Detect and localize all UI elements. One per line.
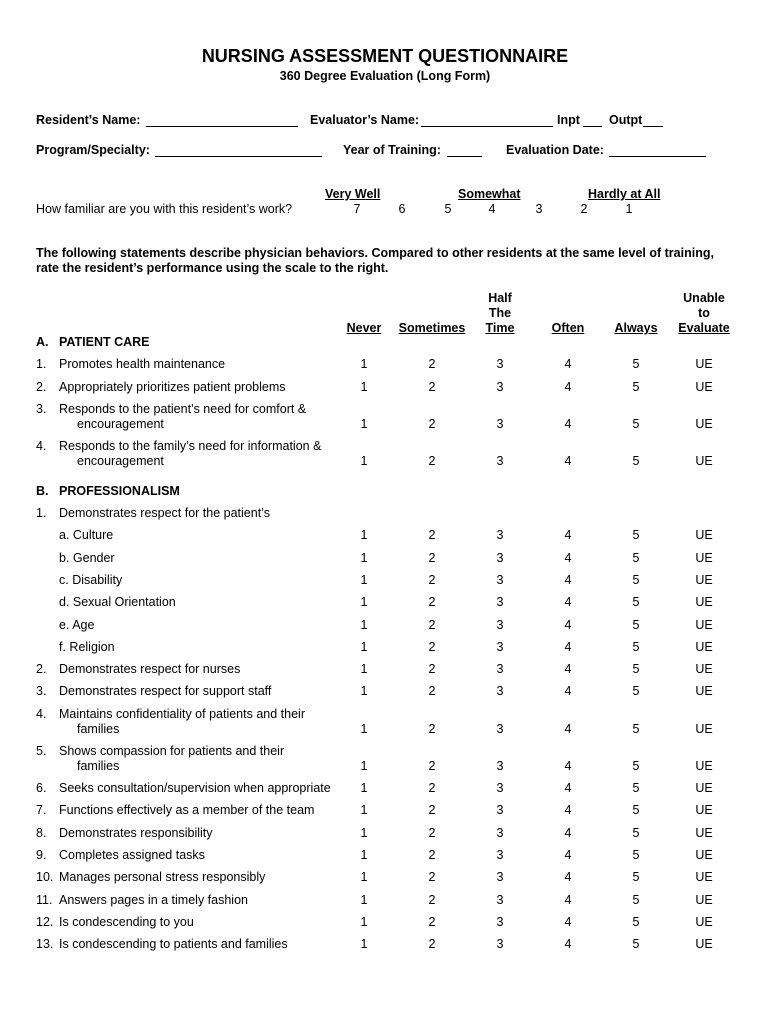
subitem-text: a. Culture <box>59 528 114 542</box>
eval-date-label: Evaluation Date: <box>506 143 604 157</box>
rating-option[interactable]: 1 <box>360 803 368 817</box>
rating-option[interactable]: 3 <box>496 618 504 632</box>
rating-option[interactable]: 2 <box>428 380 436 394</box>
rating-option[interactable]: UE <box>695 551 713 565</box>
rating-option[interactable]: 3 <box>496 722 504 736</box>
col-half-line1: Half <box>488 291 512 305</box>
rating-option[interactable]: 1 <box>360 870 368 884</box>
col-never: Never <box>346 321 382 335</box>
rating-option[interactable]: UE <box>695 573 713 587</box>
item-text: Functions effectively as a member of the team <box>59 803 315 817</box>
item-number: 4. <box>36 439 47 453</box>
subitem-text: f. Religion <box>59 640 115 654</box>
item-text: Is condescending to patients and families <box>59 937 288 951</box>
rating-option[interactable]: 3 <box>496 357 504 371</box>
rating-option[interactable]: 3 <box>496 848 504 862</box>
rating-option[interactable]: 5 <box>632 826 640 840</box>
rating-option[interactable]: 4 <box>564 826 572 840</box>
item-number: 1. <box>36 506 47 520</box>
rating-option[interactable]: 2 <box>428 551 436 565</box>
item-text: Manages personal stress responsibly <box>59 870 266 884</box>
resident-name-field[interactable] <box>146 126 298 127</box>
item-number: 3. <box>36 402 47 416</box>
item-text: Demonstrates responsibility <box>59 826 213 840</box>
subitem-text: d. Sexual Orientation <box>59 595 176 609</box>
rating-option[interactable]: 1 <box>360 595 368 609</box>
item-number: 4. <box>36 707 47 721</box>
rating-option[interactable]: 5 <box>632 781 640 795</box>
col-half-line3: Time <box>485 321 515 335</box>
rating-option[interactable]: UE <box>695 893 713 907</box>
rating-option[interactable]: 2 <box>428 848 436 862</box>
very-well-header: Very Well <box>325 187 381 201</box>
rating-option[interactable]: 1 <box>360 454 368 468</box>
eval-date-field[interactable] <box>609 156 706 157</box>
year-field[interactable] <box>447 156 482 157</box>
rating-option[interactable]: 4 <box>564 618 572 632</box>
rating-option[interactable]: UE <box>695 915 713 929</box>
section-b-letter: B. <box>36 484 49 498</box>
hardly-header: Hardly at All <box>588 187 661 201</box>
section-b-title: PROFESSIONALISM <box>59 484 180 498</box>
rating-option[interactable]: 5 <box>632 803 640 817</box>
familiarity-option-1[interactable]: 1 <box>625 202 633 216</box>
rating-option[interactable]: UE <box>695 528 713 542</box>
rating-option[interactable]: 4 <box>564 454 572 468</box>
rating-option[interactable]: 5 <box>632 380 640 394</box>
rating-option[interactable]: 2 <box>428 826 436 840</box>
item-text: Responds to the patient’s need for comfort & <box>59 402 307 416</box>
rating-option[interactable]: 5 <box>632 595 640 609</box>
page-title: NURSING ASSESSMENT QUESTIONNAIRE <box>201 46 569 66</box>
rating-option[interactable]: 5 <box>632 848 640 862</box>
rating-option[interactable]: 1 <box>360 551 368 565</box>
outpt-label: Outpt <box>609 113 643 127</box>
rating-option[interactable]: 4 <box>564 722 572 736</box>
evaluator-name-label: Evaluator’s Name: <box>310 113 420 127</box>
rating-option[interactable]: 1 <box>360 915 368 929</box>
rating-option[interactable]: UE <box>695 684 713 698</box>
section-a-title: PATIENT CARE <box>59 335 150 349</box>
rating-option[interactable]: 1 <box>360 357 368 371</box>
rating-option[interactable]: 3 <box>496 915 504 929</box>
rating-option[interactable]: 1 <box>360 826 368 840</box>
rating-option[interactable]: UE <box>695 595 713 609</box>
rating-option[interactable]: 1 <box>360 781 368 795</box>
year-label: Year of Training: <box>343 143 441 157</box>
familiarity-option-4[interactable]: 4 <box>488 202 496 216</box>
rating-option[interactable]: 1 <box>360 573 368 587</box>
rating-option[interactable]: 2 <box>428 781 436 795</box>
rating-option[interactable]: 1 <box>360 640 368 654</box>
item-number: 12. <box>36 915 54 929</box>
rating-option[interactable]: UE <box>695 722 713 736</box>
item-text-continued: encouragement <box>77 417 164 431</box>
rating-option[interactable]: 1 <box>360 848 368 862</box>
col-often: Often <box>551 321 585 335</box>
rating-option[interactable]: UE <box>695 803 713 817</box>
rating-option[interactable]: 4 <box>564 573 572 587</box>
col-unable-line3: Evaluate <box>678 321 730 335</box>
rating-option[interactable]: 1 <box>360 417 368 431</box>
rating-option[interactable]: UE <box>695 826 713 840</box>
rating-option[interactable]: 2 <box>428 759 436 773</box>
rating-option[interactable]: UE <box>695 937 713 951</box>
item-text: Seeks consultation/supervision when appropriate <box>59 781 331 795</box>
rating-option[interactable]: 5 <box>632 915 640 929</box>
familiarity-option-2[interactable]: 2 <box>580 202 588 216</box>
rating-option[interactable]: 3 <box>496 528 504 542</box>
rating-option[interactable]: 4 <box>564 380 572 394</box>
rating-option[interactable]: 3 <box>496 595 504 609</box>
rating-option[interactable]: 3 <box>496 662 504 676</box>
somewhat-header: Somewhat <box>458 187 521 201</box>
item-number: 7. <box>36 803 47 817</box>
section-a-letter: A. <box>36 335 49 349</box>
col-unable-line2: to <box>698 306 710 320</box>
rating-option[interactable]: 1 <box>360 937 368 951</box>
rating-option[interactable]: UE <box>695 848 713 862</box>
evaluator-name-field[interactable] <box>421 126 553 127</box>
instructions-paragraph: The following statements describe physician behaviors. Compared to other residents at the same level of training, rate the resident’s performance using the scale to the right. <box>36 246 714 275</box>
subitem-text: e. Age <box>59 618 95 632</box>
item-number: 2. <box>36 380 47 394</box>
rating-option[interactable]: 2 <box>428 937 436 951</box>
page-subtitle: 360 Degree Evaluation (Long Form) <box>279 69 491 83</box>
familiarity-option-6[interactable]: 6 <box>398 202 406 216</box>
resident-name-label: Resident’s Name: <box>36 113 141 127</box>
rating-option[interactable]: 3 <box>496 417 504 431</box>
rating-option[interactable]: 5 <box>632 870 640 884</box>
rating-option[interactable]: 4 <box>564 893 572 907</box>
rating-option[interactable]: 4 <box>564 662 572 676</box>
col-always: Always <box>614 321 658 335</box>
item-number: 8. <box>36 826 47 840</box>
rating-option[interactable]: 4 <box>564 915 572 929</box>
item-text: Responds to the family’s need for information & <box>59 439 322 453</box>
item-text: Shows compassion for patients and their <box>59 744 285 758</box>
rating-option[interactable]: 3 <box>496 551 504 565</box>
rating-option[interactable]: 3 <box>496 573 504 587</box>
rating-option[interactable]: 4 <box>564 803 572 817</box>
rating-option[interactable]: 3 <box>496 684 504 698</box>
rating-option[interactable]: 2 <box>428 870 436 884</box>
rating-option[interactable]: 4 <box>564 759 572 773</box>
rating-option[interactable]: 3 <box>496 826 504 840</box>
rating-option[interactable]: 4 <box>564 870 572 884</box>
item-number: 6. <box>36 781 47 795</box>
rating-option[interactable]: 5 <box>632 937 640 951</box>
rating-option[interactable]: UE <box>695 380 713 394</box>
subitem-text: c. Disability <box>59 573 123 587</box>
col-half-line2: The <box>488 306 512 320</box>
rating-option[interactable]: 3 <box>496 870 504 884</box>
rating-option[interactable]: 1 <box>360 528 368 542</box>
familiarity-option-5[interactable]: 5 <box>444 202 452 216</box>
rating-option[interactable]: 5 <box>632 893 640 907</box>
outpt-field[interactable] <box>643 126 663 127</box>
rating-option[interactable]: 5 <box>632 528 640 542</box>
rating-option[interactable]: 5 <box>632 662 640 676</box>
rating-option[interactable]: 4 <box>564 528 572 542</box>
rating-option[interactable]: 2 <box>428 595 436 609</box>
program-label: Program/Specialty: <box>36 143 150 157</box>
rating-option[interactable]: 3 <box>496 803 504 817</box>
item-text: Promotes health maintenance <box>59 357 226 371</box>
item-text-continued: encouragement <box>77 454 164 468</box>
rating-option[interactable]: UE <box>695 640 713 654</box>
item-number: 13. <box>36 937 54 951</box>
rating-option[interactable]: UE <box>695 662 713 676</box>
rating-option[interactable]: 3 <box>496 640 504 654</box>
item-text: Is condescending to you <box>59 915 194 929</box>
rating-option[interactable]: 5 <box>632 640 640 654</box>
rating-option[interactable]: 1 <box>360 618 368 632</box>
rating-option[interactable]: UE <box>695 417 713 431</box>
item-text: Demonstrates respect for the patient’s <box>59 506 270 520</box>
inpt-label: Inpt <box>557 113 580 127</box>
rating-option[interactable]: 2 <box>428 528 436 542</box>
rating-option[interactable]: 4 <box>564 551 572 565</box>
familiarity-option-7[interactable]: 7 <box>353 202 361 216</box>
rating-option[interactable]: 4 <box>564 595 572 609</box>
rating-option[interactable]: 5 <box>632 722 640 736</box>
rating-option[interactable]: 2 <box>428 357 436 371</box>
item-number: 9. <box>36 848 47 862</box>
rating-option[interactable]: 4 <box>564 937 572 951</box>
item-text: Demonstrates respect for support staff <box>59 684 272 698</box>
rating-option[interactable]: 1 <box>360 893 368 907</box>
rating-option[interactable]: 4 <box>564 417 572 431</box>
rating-option[interactable]: 1 <box>360 662 368 676</box>
rating-option[interactable]: 2 <box>428 573 436 587</box>
rating-option[interactable]: 3 <box>496 759 504 773</box>
item-number: 2. <box>36 662 47 676</box>
familiarity-question: How familiar are you with this resident’s work? <box>36 202 293 216</box>
rating-option[interactable]: 5 <box>632 357 640 371</box>
rating-option[interactable]: 3 <box>496 380 504 394</box>
program-field[interactable] <box>155 156 322 157</box>
rating-option[interactable]: 2 <box>428 684 436 698</box>
familiarity-option-3[interactable]: 3 <box>535 202 543 216</box>
rating-option[interactable]: 5 <box>632 551 640 565</box>
rating-option[interactable]: 2 <box>428 662 436 676</box>
rating-option[interactable]: 2 <box>428 803 436 817</box>
rating-option[interactable]: 5 <box>632 454 640 468</box>
item-text-continued: families <box>77 759 120 773</box>
rating-option[interactable]: 2 <box>428 640 436 654</box>
item-number: 1. <box>36 357 47 371</box>
rating-option[interactable]: 2 <box>428 618 436 632</box>
rating-option[interactable]: 1 <box>360 684 368 698</box>
rating-option[interactable]: 1 <box>360 722 368 736</box>
rating-option[interactable]: 4 <box>564 848 572 862</box>
col-sometimes: Sometimes <box>398 321 466 335</box>
rating-option[interactable]: 5 <box>632 417 640 431</box>
item-text-continued: families <box>77 722 120 736</box>
rating-option[interactable]: 2 <box>428 893 436 907</box>
rating-option[interactable]: 2 <box>428 417 436 431</box>
rating-option[interactable]: 3 <box>496 893 504 907</box>
rating-option[interactable]: 4 <box>564 640 572 654</box>
rating-option[interactable]: 5 <box>632 684 640 698</box>
rating-option[interactable]: 4 <box>564 357 572 371</box>
item-text: Appropriately prioritizes patient problems <box>59 380 286 394</box>
rating-option[interactable]: 3 <box>496 937 504 951</box>
item-text: Answers pages in a timely fashion <box>59 893 248 907</box>
item-number: 5. <box>36 744 47 758</box>
rating-option[interactable]: 5 <box>632 573 640 587</box>
subitem-text: b. Gender <box>59 551 115 565</box>
rating-option[interactable]: 3 <box>496 454 504 468</box>
rating-option[interactable]: UE <box>695 357 713 371</box>
rating-option[interactable]: 2 <box>428 722 436 736</box>
rating-option[interactable]: 1 <box>360 380 368 394</box>
rating-option[interactable]: UE <box>695 759 713 773</box>
rating-option[interactable]: UE <box>695 454 713 468</box>
item-text: Demonstrates respect for nurses <box>59 662 241 676</box>
item-number: 11. <box>36 893 53 907</box>
item-number: 10. <box>36 870 54 884</box>
rating-option[interactable]: UE <box>695 781 713 795</box>
rating-option[interactable]: 5 <box>632 618 640 632</box>
item-number: 3. <box>36 684 47 698</box>
rating-option[interactable]: 2 <box>428 915 436 929</box>
rating-option[interactable]: 5 <box>632 759 640 773</box>
item-text: Completes assigned tasks <box>59 848 205 862</box>
rating-option[interactable]: UE <box>695 870 713 884</box>
col-unable-line1: Unable <box>683 291 725 305</box>
rating-option[interactable]: 3 <box>496 781 504 795</box>
rating-option[interactable]: 1 <box>360 759 368 773</box>
rating-option[interactable]: 4 <box>564 684 572 698</box>
inpt-field[interactable] <box>583 126 602 127</box>
item-text: Maintains confidentiality of patients and their <box>59 707 305 721</box>
rating-option[interactable]: UE <box>695 618 713 632</box>
rating-option[interactable]: 2 <box>428 454 436 468</box>
rating-option[interactable]: 4 <box>564 781 572 795</box>
